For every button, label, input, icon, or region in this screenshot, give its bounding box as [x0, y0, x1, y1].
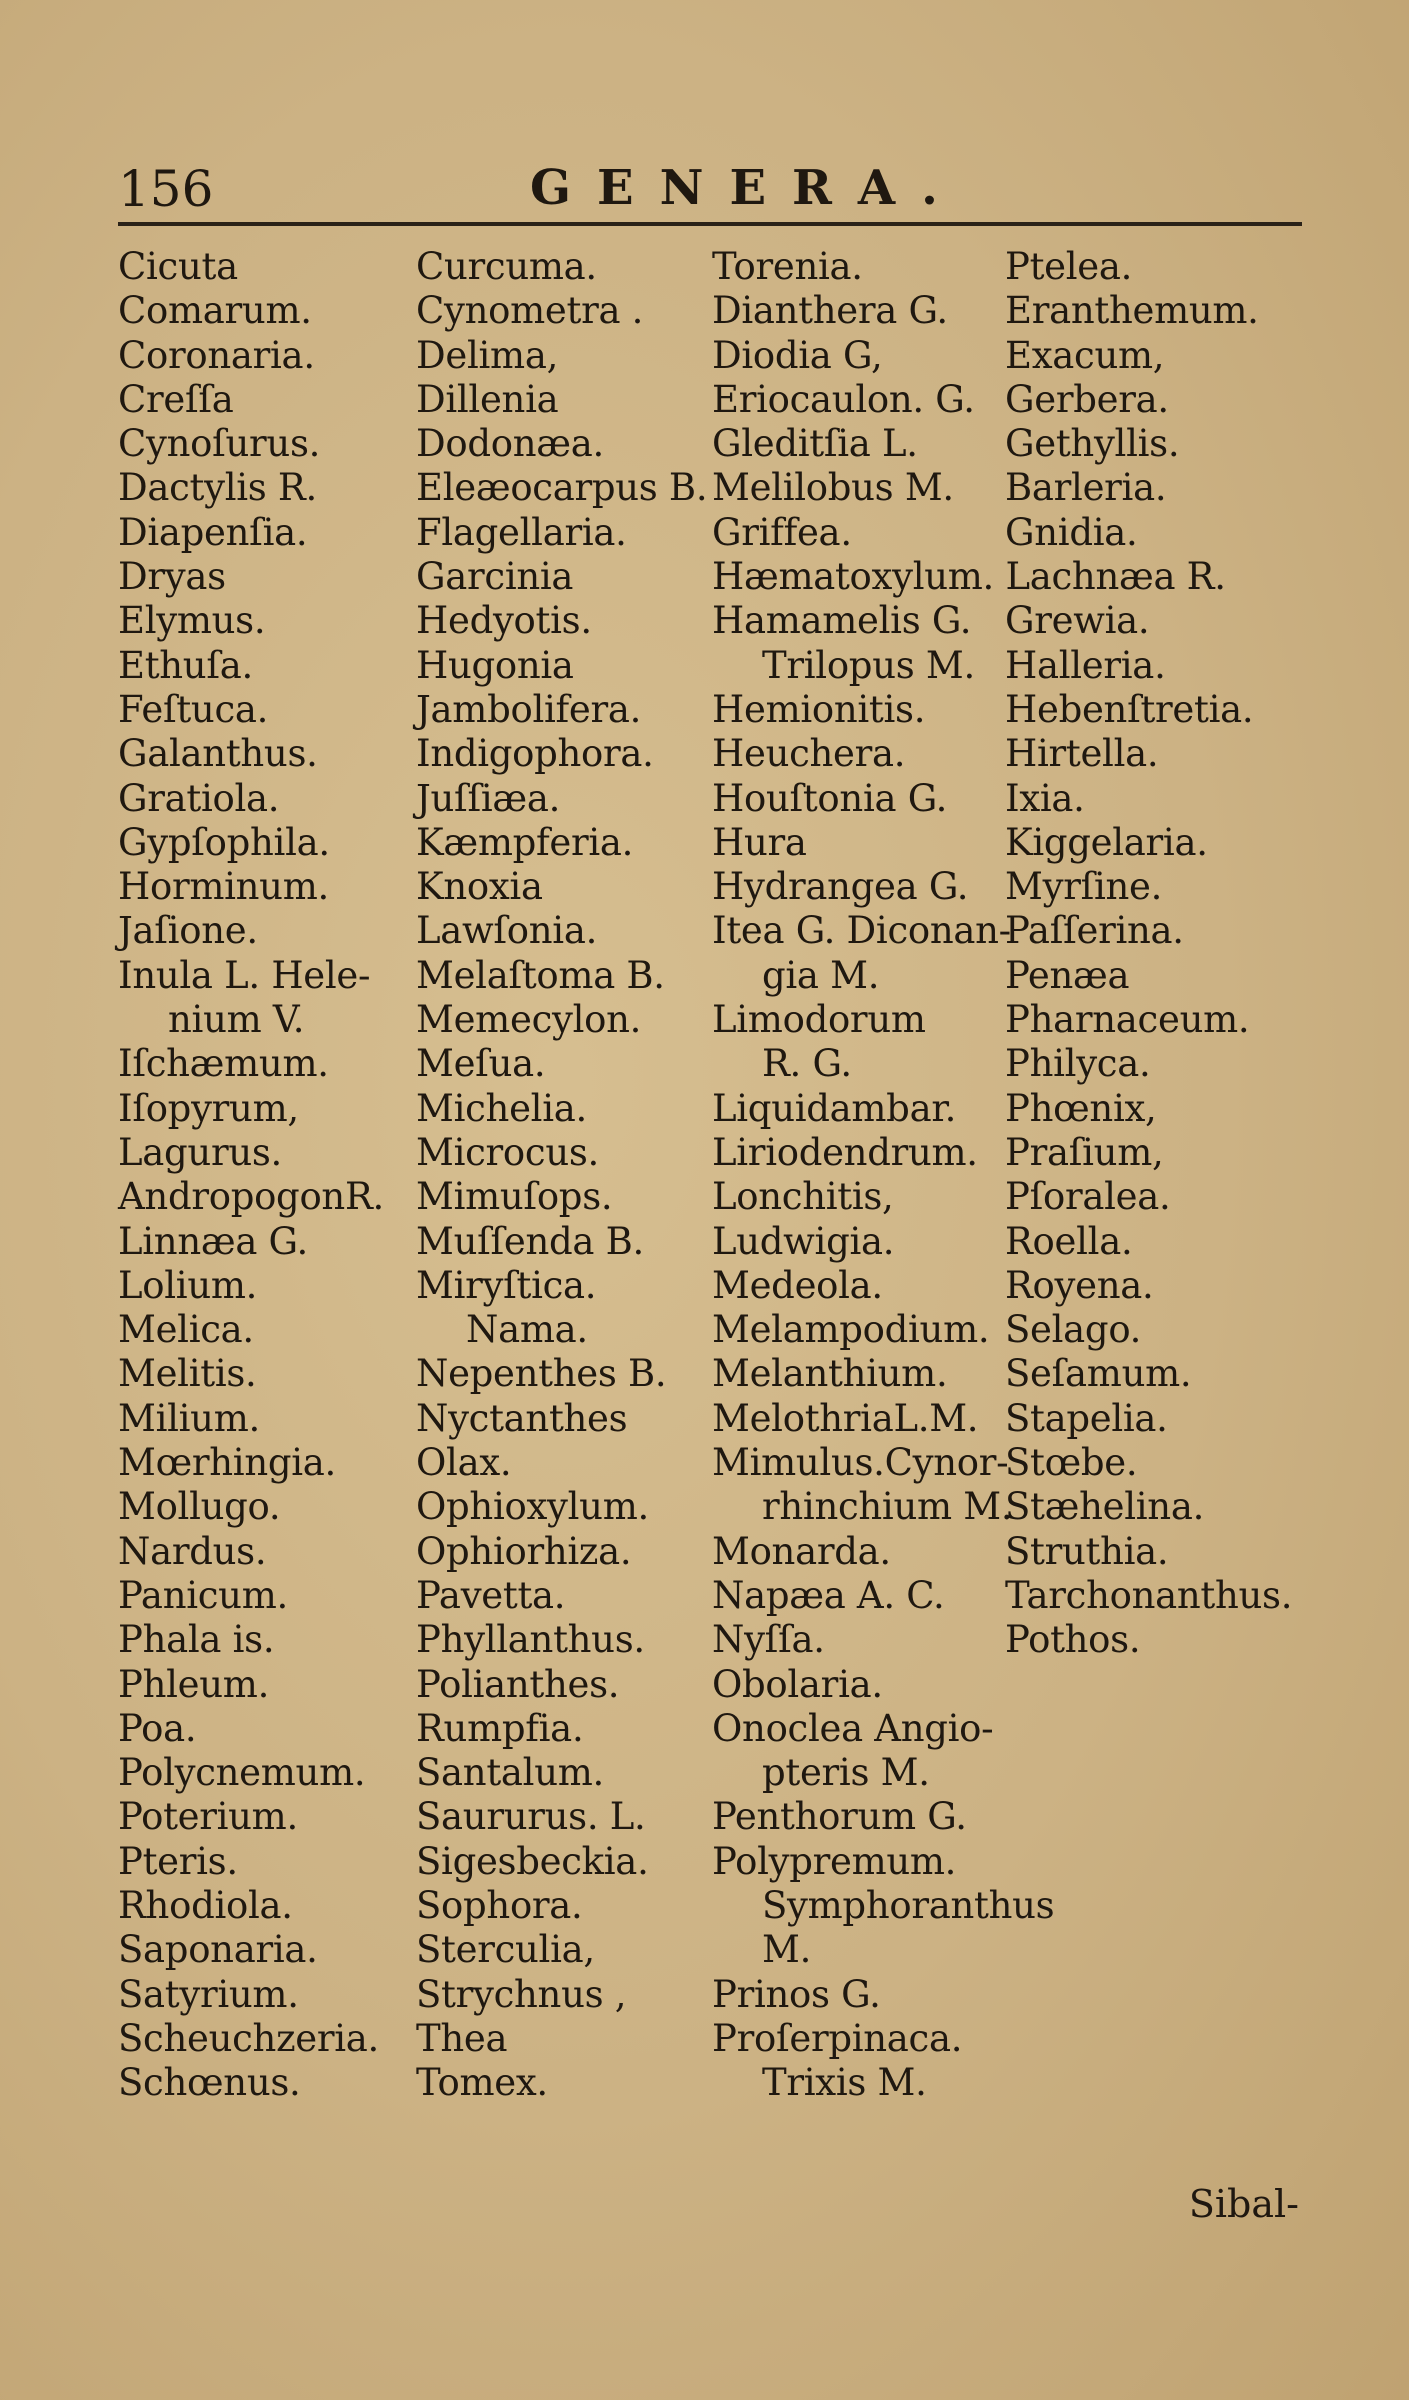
genus-entry: Nama. — [466, 1308, 588, 1352]
genus-entry: Nyſſa. — [712, 1618, 825, 1662]
genus-entry: Ptelea. — [1005, 245, 1133, 288]
genus-entry: Rumpfia. — [416, 1706, 584, 1750]
genus-entry: Eranthemum. — [1005, 289, 1259, 333]
genus-entry: Gratiola. — [118, 776, 280, 820]
genus-entry: Eriocaulon. G. — [712, 377, 975, 421]
genus-entry: rhinchium M. — [762, 1485, 1013, 1529]
genus-entry: Diapenſia. — [118, 510, 308, 554]
genus-entry: Dodonæa. — [416, 422, 604, 466]
genus-entry: Olax. — [416, 1441, 512, 1485]
genus-entry — [1005, 555, 1315, 599]
genus-entry: Nyctanthes — [416, 1396, 628, 1440]
genus-entry: Houſtonia G. — [712, 776, 948, 820]
genus-entry: Roella. — [1005, 1219, 1133, 1263]
genus-entry: Tomex. — [416, 2061, 548, 2105]
genus-entry: nium V. — [168, 998, 305, 1042]
genus-entry: Philyca. — [1005, 1042, 1151, 1086]
genus-entry: M. — [762, 1928, 812, 1972]
genus-entry: Onoclea Angio- — [712, 1706, 994, 1750]
genus-entry: Diodia G, — [712, 333, 883, 377]
genus-entry: Comarum. — [118, 289, 312, 333]
genus-entry: Elymus. — [118, 599, 266, 643]
genus-entry: Ophiorhiza. — [416, 1529, 632, 1573]
genus-entry: Griffea. — [712, 510, 852, 554]
genus-entry: Dillenia — [416, 377, 559, 421]
genus-entry: Polycnemum. — [118, 1751, 366, 1795]
genus-entry: Santalum. — [416, 1751, 604, 1795]
genus-entry: Lolium. — [118, 1263, 258, 1307]
genus-entry: Ludwigia. — [712, 1219, 895, 1263]
genus-entry: Delima, — [416, 333, 559, 377]
genus-entry: Melampodium. — [712, 1308, 990, 1352]
genus-entry: Milium. — [118, 1396, 260, 1440]
genera-column-4 — [1005, 245, 1315, 2105]
genus-entry: Obolaria. — [712, 1662, 883, 1706]
genus-entry: Horminum. — [118, 865, 329, 909]
genus-entry: Limodorum — [712, 998, 926, 1042]
genus-entry: Dianthera G. — [712, 289, 948, 333]
genus-entry: Linnæa G. — [118, 1219, 308, 1263]
genus-entry: Panicum. — [118, 1573, 288, 1617]
genus-entry: Torenia. — [712, 245, 863, 288]
genus-entry: pteris M. — [762, 1751, 930, 1795]
genus-entry: Hemionitis. — [712, 687, 926, 731]
genus-entry — [1005, 1884, 1315, 1928]
genus-entry: Monarda. — [712, 1529, 891, 1573]
genus-entry: Coronaria. — [118, 333, 315, 377]
genus-entry: Flagellaria. — [416, 510, 627, 554]
genus-entry: Meſua. — [416, 1042, 546, 1086]
genus-entry: Gypſophila. — [118, 820, 330, 864]
genus-entry: Gleditſia L. — [712, 422, 918, 466]
genus-entry — [1005, 2017, 1315, 2061]
genus-entry: Indigophora. — [416, 732, 654, 776]
genus-entry: Feſtuca. — [118, 687, 269, 731]
genus-entry — [1005, 1840, 1315, 1884]
genus-entry: Polypremum. — [712, 1839, 957, 1883]
genus-entry: Tarchonanthus. — [1005, 1573, 1293, 1617]
genus-entry: Melitis. — [118, 1352, 257, 1396]
genus-entry — [1005, 1707, 1315, 1751]
genus-entry: Liquidambar. — [712, 1086, 957, 1130]
genus-entry: Phleum. — [118, 1662, 270, 1706]
genus-entry: Medeola. — [712, 1263, 883, 1307]
genus-entry: Eleæocarpus B. — [416, 466, 708, 510]
genus-entry: Hura — [712, 820, 807, 864]
genus-entry: Mollugo. — [118, 1485, 281, 1529]
genus-entry: Schœnus. — [118, 2061, 301, 2105]
genus-entry: Strychnus , — [416, 1972, 627, 2016]
genus-entry: Nepenthes B. — [416, 1352, 667, 1396]
genus-entry: Rhodiola. — [118, 1883, 293, 1927]
genus-entry: Paſſerina. — [1005, 909, 1184, 953]
genus-entry: Stæhelina. — [1005, 1485, 1205, 1529]
header-rule — [118, 222, 1302, 226]
genus-entry: Iſchæmum. — [118, 1042, 329, 1086]
genus-entry: Lagurus. — [118, 1130, 283, 1174]
genus-entry: Melaſtoma B. — [416, 953, 665, 997]
genera-column-2 — [416, 245, 716, 2105]
genus-entry: Melanthium. — [712, 1352, 948, 1396]
genus-entry: Sigesbeckia. — [416, 1839, 649, 1883]
genus-entry: Iſopyrum, — [118, 1086, 299, 1130]
genus-entry: Myrſine. — [1005, 865, 1163, 909]
genus-entry — [1005, 2061, 1315, 2105]
genus-entry: Jambolifera. — [416, 687, 642, 731]
genus-entry: Selago. — [1005, 1308, 1142, 1352]
genus-entry: Melilobus M. — [712, 466, 954, 510]
genus-entry: Juſſiæa. — [416, 776, 561, 820]
genus-entry: Pavetta. — [416, 1573, 566, 1617]
genus-entry: Ophioxylum. — [416, 1485, 649, 1529]
genus-entry: Hæmatoxylum. Lachnæa R. — [712, 555, 1226, 599]
genus-entry: MelothriaL.M. — [712, 1396, 979, 1440]
genus-entry: Polianthes. — [416, 1662, 620, 1706]
genus-entry: Gerbera. — [1005, 377, 1169, 421]
genus-entry: Gethyllis. — [1005, 422, 1180, 466]
genus-entry: Cicuta — [118, 245, 238, 288]
genus-entry: Hedyotis. — [416, 599, 592, 643]
genus-entry: Cynometra . — [416, 289, 644, 333]
genus-entry: Poterium. — [118, 1795, 298, 1839]
genus-entry: Mimuſops. — [416, 1175, 613, 1219]
genus-entry: Penthorum G. — [712, 1795, 967, 1839]
genus-entry: Satyrium. — [118, 1972, 299, 2016]
genus-entry: Ethuſa. — [118, 643, 253, 687]
genus-entry: Hebenſtretia. — [1005, 687, 1254, 731]
genus-entry: Saponaria. — [118, 1928, 318, 1972]
genus-entry: Pharnaceum. — [1005, 998, 1250, 1042]
genus-entry: Grewia. — [1005, 599, 1150, 643]
genus-entry: Miryſtica. — [416, 1263, 597, 1307]
genus-entry: Lawſonia. — [416, 909, 598, 953]
genus-entry: Michelia. — [416, 1086, 587, 1130]
genus-entry — [1005, 1973, 1315, 2017]
genus-entry: gia M. — [762, 953, 880, 997]
genus-entry — [1005, 1663, 1315, 1707]
genus-entry: Melica. — [118, 1308, 254, 1352]
genus-entry: Lonchitis, — [712, 1175, 894, 1219]
genus-entry: Proſerpinaca. — [712, 2016, 963, 2060]
genus-entry: Sterculia, — [416, 1928, 595, 1972]
genus-entry: Thea — [416, 2016, 508, 2060]
genus-entry: Hugonia — [416, 643, 574, 687]
genus-entry: Exacum, — [1005, 333, 1165, 377]
genus-entry: Gnidia. — [1005, 510, 1138, 554]
genus-entry: Phala is. — [118, 1618, 275, 1662]
genus-entry: Halleria. — [1005, 643, 1166, 687]
genus-entry — [1005, 1795, 1315, 1839]
genus-entry: Hamamelis G. — [712, 599, 972, 643]
genus-entry: R. G. — [762, 1042, 852, 1086]
genus-entry: Pothos. — [1005, 1618, 1141, 1662]
genus-entry: Struthia. — [1005, 1529, 1169, 1573]
page-number: 156 — [118, 160, 214, 218]
genus-entry: Dryas — [118, 555, 226, 599]
genus-entry: AndropogonR. — [118, 1175, 384, 1219]
genus-entry: Inula L. Hele- — [118, 953, 371, 997]
genus-entry: Kæmpferia. — [416, 820, 634, 864]
genus-entry: Hirtella. — [1005, 732, 1159, 776]
genus-entry — [1005, 1928, 1315, 1972]
genus-entry: Microcus. — [416, 1130, 600, 1174]
genus-entry: Praſium, — [1005, 1130, 1164, 1174]
genus-entry: Mimulus.Cynor- — [712, 1441, 1009, 1485]
genus-entry: Dactylis R. — [118, 466, 317, 510]
genus-entry: Trilopus M. — [762, 643, 975, 687]
genus-entry: Memecylon. — [416, 998, 642, 1042]
genus-entry: Phœnix, — [1005, 1086, 1157, 1130]
genus-entry: Phyllanthus. — [416, 1618, 645, 1662]
genus-entry: Pſoralea. — [1005, 1175, 1171, 1219]
genus-entry: Mœrhingia. — [118, 1441, 336, 1485]
genus-entry: Curcuma. — [416, 245, 597, 288]
genus-entry: Cynoſurus. — [118, 422, 321, 466]
genus-entry: Pteris. — [118, 1839, 238, 1883]
genus-entry: Galanthus. — [118, 732, 318, 776]
genera-column-1 — [118, 245, 408, 2105]
genus-entry: Prinos G. — [712, 1972, 881, 2016]
genus-entry: Ixia. — [1005, 776, 1085, 820]
genus-entry: Royena. — [1005, 1263, 1154, 1307]
genus-entry: Stapelia. — [1005, 1396, 1168, 1440]
genus-entry: Hydrangea G. — [712, 865, 969, 909]
genus-entry: Trixis M. — [762, 2061, 927, 2105]
genus-entry: Stœbe. — [1005, 1441, 1138, 1485]
genus-entry: Barleria. — [1005, 466, 1167, 510]
running-title: GENERA. — [530, 160, 964, 216]
genus-entry: Knoxia — [416, 865, 543, 909]
genus-entry: Symphoranthus — [762, 1883, 1055, 1927]
genus-entry: Saururus. L. — [416, 1795, 646, 1839]
genus-entry: Sophora. — [416, 1883, 583, 1927]
genus-entry: Liriodendrum. — [712, 1130, 978, 1174]
genus-entry: Heuchera. — [712, 732, 906, 776]
genus-entry: Creſſa — [118, 377, 234, 421]
genus-entry — [1005, 1751, 1315, 1795]
genus-entry: Kiggelaria. — [1005, 820, 1208, 864]
genus-entry: Garcinia — [416, 555, 574, 599]
genus-entry: Poa. — [118, 1706, 197, 1750]
genus-entry: Muſſenda B. — [416, 1219, 644, 1263]
genus-entry: Scheuchzeria. — [118, 2016, 380, 2060]
genus-entry: Seſamum. — [1005, 1352, 1192, 1396]
genus-entry: Nardus. — [118, 1529, 267, 1573]
genus-entry: Napæa A. C. — [712, 1573, 945, 1617]
genus-entry: Jaſione. — [118, 909, 258, 953]
genus-entry: Penæa — [1005, 953, 1130, 997]
catchword: Sibal- — [1188, 2182, 1299, 2226]
genus-entry: Itea G. Diconan- — [712, 909, 1011, 953]
